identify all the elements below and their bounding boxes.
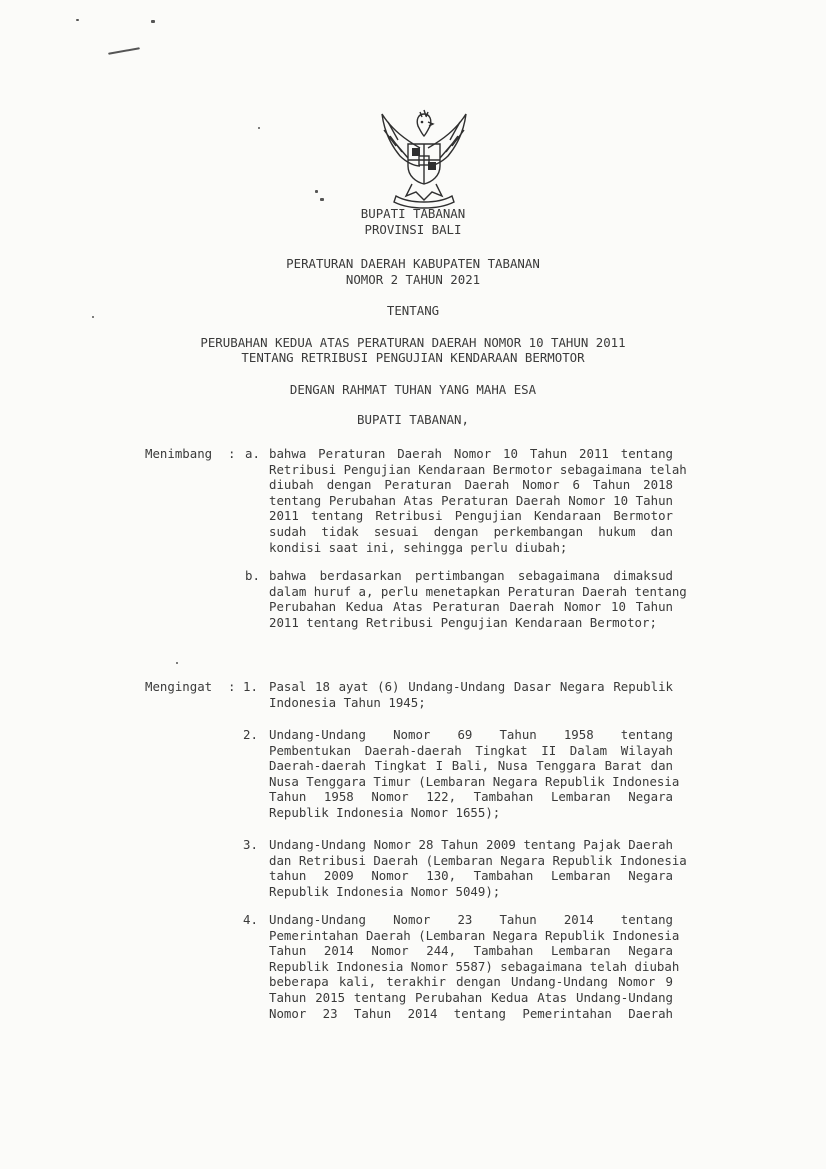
text-line: Indonesia Tahun 1945; — [269, 694, 426, 710]
regulation-title: PERATURAN DAERAH KABUPATEN TABANAN — [286, 256, 540, 271]
text-line: dan Retribusi Daerah (Lembaran Negara Republik Indonesia — [269, 852, 687, 868]
text-line: 2011 tentang Retribusi Pengujian Kendaraan Bermotor — [269, 508, 673, 524]
text-line: diubah dengan Peraturan Daerah Nomor 6 Tahun 2018 — [269, 477, 673, 493]
scan-speck — [151, 20, 155, 23]
regulation-subject-line: PERUBAHAN KEDUA ATAS PERATURAN DAERAH NOMOR 10 TAHUN 2011 — [200, 335, 626, 350]
text-line: Tahun 1958 Nomor 122, Tambahan Lembaran Negara — [269, 789, 673, 805]
scan-speck — [320, 198, 324, 201]
authority-line: BUPATI TABANAN, — [357, 412, 469, 427]
text-line: Tahun 2014 Nomor 244, Tambahan Lembaran Negara — [269, 943, 673, 959]
garuda-pancasila-emblem-icon — [370, 100, 478, 212]
text-line: Pemerintahan Daerah (Lembaran Negara Republik Indonesia — [269, 927, 680, 943]
text-line: Pasal 18 ayat (6) Undang-Undang Dasar Negara Republik — [269, 679, 673, 694]
regent-title: BUPATI TABANAN — [360, 206, 466, 221]
text-line: Perubahan Kedua Atas Peraturan Daerah Nomor 10 Tahun — [269, 599, 673, 615]
mengingat-item-1 — [269, 679, 673, 710]
text-line: kondisi saat ini, sehingga perlu diubah; — [269, 539, 568, 555]
text-line: Daerah-daerah Tingkat I Bali, Nusa Tenggara Barat dan — [269, 758, 673, 774]
text-line: Pembentukan Daerah-daerah Tingkat II Dalam Wilayah — [269, 742, 673, 758]
menimbang-item-a — [269, 446, 687, 555]
text-line: Republik Indonesia Nomor 5049); — [269, 883, 501, 899]
menimbang-colon: : — [228, 446, 236, 461]
text-line: Republik Indonesia Nomor 1655); — [269, 804, 501, 820]
text-line: Tahun 2015 tentang Perubahan Kedua Atas Undang-Undang — [269, 989, 673, 1005]
text-line: tentang Perubahan Atas Peraturan Daerah Nomor 10 Tahun — [269, 492, 673, 508]
text-line: sudah tidak sesuai dengan perkembangan hukum dan — [269, 523, 673, 539]
mengingat-item-3 — [269, 837, 687, 899]
scan-speck — [258, 127, 260, 129]
regulation-subject-line: TENTANG RETRIBUSI PENGUJIAN KENDARAAN BERMOTOR — [241, 350, 585, 365]
scan-speck — [315, 190, 318, 193]
item-marker: 4. — [243, 912, 258, 927]
text-line: tahun 2009 Nomor 130, Tambahan Lembaran Negara — [269, 868, 673, 884]
text-line: bahwa berdasarkan pertimbangan sebagaimana dimaksud — [269, 568, 673, 583]
menimbang-item-b — [269, 568, 687, 630]
scan-speck — [176, 662, 178, 664]
province-name: PROVINSI BALI — [364, 222, 462, 237]
regulation-number: NOMOR 2 TAHUN 2021 — [345, 272, 481, 287]
menimbang-label: Menimbang — [145, 446, 213, 461]
blessing-line: DENGAN RAHMAT TUHAN YANG MAHA ESA — [289, 382, 537, 397]
mengingat-item-4 — [269, 912, 680, 1021]
text-line: beberapa kali, terakhir dengan Undang-Undang Nomor 9 — [269, 974, 673, 990]
item-marker: b. — [245, 568, 260, 583]
text-line: Retribusi Pengujian Kendaraan Bermotor sebagaimana telah — [269, 461, 687, 477]
text-line: Undang-Undang Nomor 69 Tahun 1958 tentang — [269, 727, 673, 742]
regulation-about-heading: TENTANG — [386, 303, 440, 318]
text-line: Undang-Undang Nomor 23 Tahun 2014 tentang — [269, 912, 673, 927]
text-line: Republik Indonesia Nomor 5587) sebagaimana telah diubah — [269, 958, 680, 974]
scan-mark-line — [108, 47, 140, 55]
text-line: dalam huruf a, perlu menetapkan Peraturan Daerah tentang — [269, 583, 687, 599]
text-line: Nomor 23 Tahun 2014 tentang Pemerintahan Daerah — [269, 1005, 673, 1021]
text-line: Undang-Undang Nomor 28 Tahun 2009 tentang Pajak Daerah — [269, 837, 673, 852]
item-marker: 3. — [243, 837, 258, 852]
text-line: Nusa Tenggara Timur (Lembaran Negara Republik Indonesia — [269, 773, 680, 789]
mengingat-item-2 — [269, 727, 680, 821]
scan-speck — [76, 19, 79, 21]
item-marker: a. — [245, 446, 260, 461]
text-line: 2011 tentang Retribusi Pengujian Kendaraan Bermotor; — [269, 614, 657, 630]
item-marker: 1. — [243, 679, 258, 694]
item-marker: 2. — [243, 727, 258, 742]
mengingat-colon: : — [228, 679, 236, 694]
mengingat-label: Mengingat — [145, 679, 213, 694]
text-line: bahwa Peraturan Daerah Nomor 10 Tahun 2011 tentang — [269, 446, 673, 461]
